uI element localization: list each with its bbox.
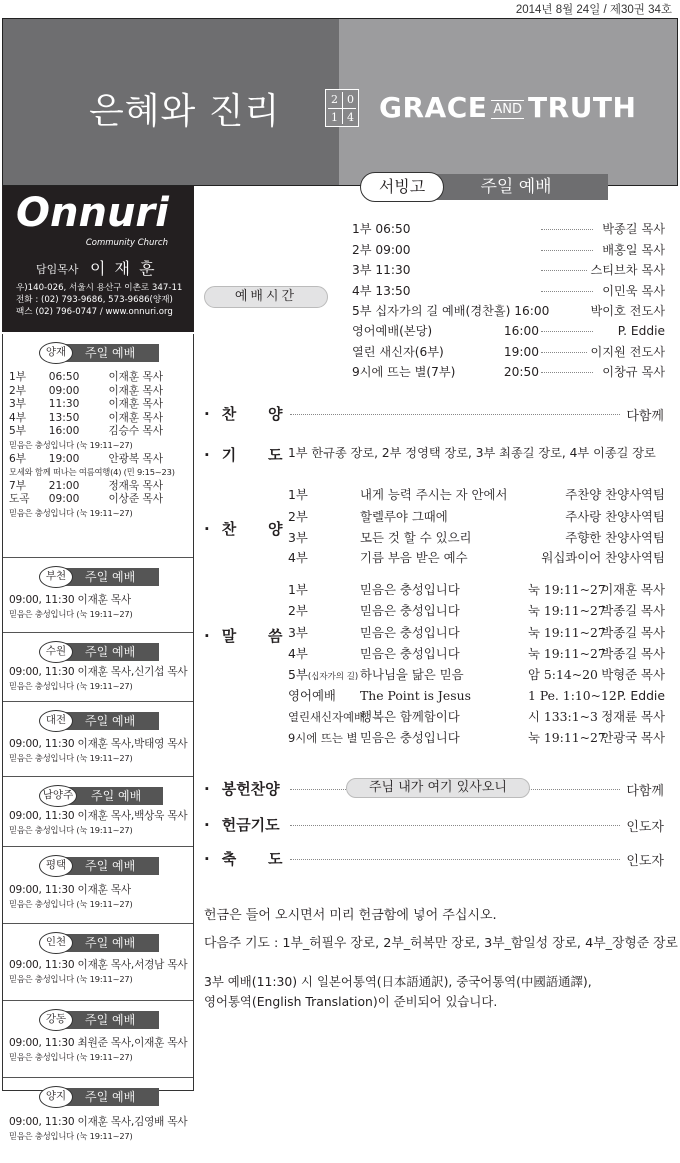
sermon-note: 믿음은 충성입니다 (눅 19:11~27): [9, 507, 133, 518]
masthead-banner: [2, 18, 678, 186]
sermon-note: 믿음은 충성입니다 (눅 19:11~27): [9, 898, 133, 909]
service-row: 9시에 뜨는 별(7부) 20:50 이창규 목사: [352, 361, 665, 383]
section-hymn: · 찬 양: [204, 520, 283, 538]
service-row: 5부 십자가의 길 예배(경찬홀) 16:00 박이호 전도사: [352, 300, 665, 322]
campus-yangjae: 주일 예배 양재 1부 06:50 이재훈 목사 2부 09:00 이재훈 목사 3부 11:30 이재훈 목사 4부 13:50 이재훈 목사 5부 16:00 김승수 목사 믿음은 충성입니다 (눅 19:11~27) 6부 19:00 안광복 목사 모세와 함께 떠나는 여름여행(4) (민 9:15~23) 7부 21:00 정재욱 목사 도곡 09:00 이상준 목사 믿음은 충성입니다 (눅 19:11~27): [3, 342, 193, 558]
campus-daejeon: 주일 예배 대전 09:00, 11:30 이재훈 목사,박태영 목사 믿음은 충성입니다 (눅 19:11~27): [3, 710, 193, 777]
list-item: 5부 16:00 김승수 목사: [9, 425, 163, 438]
list-item: 7부 21:00 정재욱 목사: [9, 479, 163, 492]
campus-incheon: 주일 예배 인천 09:00, 11:30 이재훈 목사,서경남 목사 믿음은 충성입니다 (눅 19:11~27): [3, 932, 193, 1001]
sermon-note: 믿음은 충성입니다 (눅 19:11~27): [9, 439, 133, 450]
service-row: 영어예배(본당) 16:00 P. Eddie: [352, 320, 665, 342]
sermon-note: 믿음은 충성입니다 (눅 19:11~27): [9, 608, 133, 619]
service-row: 3부 11:30 스티브차 목사: [352, 259, 665, 281]
list-item: 4부 13:50 이재훈 목사: [9, 411, 163, 424]
notice-offering: 헌금은 들어 오시면서 미리 헌금함에 넣어 주십시오.: [204, 908, 497, 923]
church-address: 우)140-026, 서울시 용산구 이촌로 347-11 전화 : (02) 793-9686, 573-9686(양재) 팩스 (02) 796-0747 / www.onnuri.org: [16, 283, 183, 317]
section-prayer: · 기 도: [204, 446, 283, 464]
benediction-leader: 인도자: [626, 854, 664, 869]
sermon-row: 1부 믿음은 충성입니다 눅 19:11~27 이재훈 목사: [288, 582, 665, 597]
list-item: 도곡 09:00 이상준 목사: [9, 493, 163, 506]
sermon-row: 5부(십자가의 길) 하나님을 닮은 믿음 암 5:14~20 박형준 목사: [288, 667, 665, 682]
service-time: 09:00, 11:30 이재훈 목사,박태영 목사: [9, 738, 188, 750]
service-time: 09:00, 11:30 이재훈 목사,김영배 목사: [9, 1116, 188, 1128]
sermon-note: 믿음은 충성입니다 (눅 19:11~27): [9, 1051, 133, 1062]
sermon-row: 3부 믿음은 충성입니다 눅 19:11~27 박종길 목사: [288, 625, 665, 640]
sermon-note: 믿음은 충성입니다 (눅 19:11~27): [9, 973, 133, 984]
service-time: 09:00, 11:30 이재훈 목사: [9, 884, 131, 896]
section-praise: · 찬 양: [204, 405, 283, 423]
prayer-leaders: 1부 한규종 장로, 2부 정영택 장로, 3부 최종길 장로, 4부 이종길 장로: [288, 446, 656, 460]
sermon-note: 믿음은 충성입니다 (눅 19:11~27): [9, 752, 133, 763]
campus-gangdong: 주일 예배 강동 09:00, 11:30 최원준 목사,이재훈 목사 믿음은 충성입니다 (눅 19:11~27): [3, 1009, 193, 1078]
list-item: 3부 11:30 이재훈 목사: [9, 398, 163, 411]
offering-prayer-leader: 인도자: [626, 820, 664, 835]
service-row: 1부 06:50 박종길 목사: [352, 218, 665, 240]
hymn-row: 2부 할렐루야 그때에 주사랑 찬양사역팀: [288, 509, 665, 524]
list-item: 2부 09:00 이재훈 목사: [9, 384, 163, 397]
campus-namyangju: 주일 예배 남양주 09:00, 11:30 이재훈 목사,백상욱 목사 믿음은 충성입니다 (눅 19:11~27): [3, 785, 193, 847]
church-logo-subtitle: Community Church: [85, 238, 168, 248]
hymn-row: 3부 모든 것 할 수 있으리 주향한 찬양사역팀: [288, 530, 665, 545]
hymn-row: 4부 기름 부음 받은 예수 워십콰이어 찬양사역팀: [288, 550, 665, 565]
senior-pastor: 이 재 훈: [90, 259, 157, 278]
sermon-row: 2부 믿음은 충성입니다 눅 19:11~27 박종길 목사: [288, 603, 665, 618]
sermon-row: 4부 믿음은 충성입니다 눅 19:11~27 박종길 목사: [288, 646, 665, 661]
service-row: 2부 09:00 배홍일 목사: [352, 239, 665, 261]
sermon-row: 열린새신자예배 행복은 함께함이다 시 133:1~3 정재륜 목사: [288, 709, 665, 724]
campus-suwon: 주일 예배 수원 09:00, 11:30 이재훈 목사,신기섭 목사 믿음은 충성입니다 (눅 19:11~27): [3, 641, 193, 702]
campus-bucheon: 주일 예배 부천 09:00, 11:30 이재훈 목사 믿음은 충성입니다 (눅 19:11~27): [3, 566, 193, 633]
notice-next-prayer: 다음주 기도 : 1부_허필우 장로, 2부_허복만 장로, 3부_함일성 장로, 4부_장형준 장로: [204, 936, 678, 951]
service-times-label: 예배시간: [204, 286, 328, 308]
section-offering-prayer: · 헌금기도: [204, 816, 280, 834]
campus-yangji: 주일 예배 양지 09:00, 11:30 이재훈 목사,김영배 목사 믿음은 충성입니다 (눅 19:11~27): [3, 1086, 193, 1163]
english-title: GRACE AND TRUTH: [379, 91, 637, 124]
service-row: 4부 13:50 이민욱 목사: [352, 280, 665, 302]
main-service-header: 주일 예배 서빙고: [360, 172, 608, 200]
korean-title: 은혜와 진리: [89, 91, 281, 132]
offertory-song: 주님 내가 여기 있사오니: [346, 778, 530, 798]
sermon-row: 9시에 뜨는 별 믿음은 충성입니다 눅 19:11~27 안광국 목사: [288, 730, 665, 745]
sermon-note: 믿음은 충성입니다 (눅 19:11~27): [9, 1130, 133, 1141]
pastor-label: 담임목사: [36, 263, 79, 276]
notice-translation: 3부 예배(11:30) 시 일본어통역(日本語通訳), 중국어통역(中國語通譯),: [204, 974, 592, 989]
list-item: 1부 06:50 이재훈 목사: [9, 371, 163, 383]
service-time: 09:00, 11:30 이재훈 목사,백상욱 목사: [9, 810, 188, 822]
sermon-note: 믿음은 충성입니다 (눅 19:11~27): [9, 824, 133, 835]
issue-date: 2014년 8월 24일 / 제30권 34호: [515, 4, 672, 16]
service-time: 09:00, 11:30 이재훈 목사,신기섭 목사: [9, 666, 188, 678]
sermon-row: 영어예배 The Point is Jesus 1 Pe. 1:10~12 P. Eddie: [288, 688, 665, 703]
list-item: 6부 19:00 안광복 목사: [9, 452, 163, 465]
section-offertory: · 봉헌찬양: [204, 780, 280, 798]
section-sermon: · 말 씀: [204, 627, 283, 645]
praise-leader: 다함께: [626, 409, 664, 424]
church-logo: Onnuri: [16, 190, 169, 236]
main-site-name: 서빙고: [360, 172, 444, 202]
sermon-note: 모세와 함께 떠나는 여름여행(4) (민 9:15~23): [9, 467, 175, 478]
section-benediction: · 축 도: [204, 850, 283, 868]
service-time: 09:00, 11:30 이재훈 목사: [9, 594, 131, 606]
offertory-leader: 다함께: [626, 784, 664, 799]
hymn-row: 1부 내게 능력 주시는 자 안에서 주찬양 찬양사역팀: [288, 487, 665, 502]
sermon-note: 믿음은 충성입니다 (눅 19:11~27): [9, 680, 133, 691]
service-row: 열린 새신자(6부) 19:00 이지원 전도사: [352, 341, 665, 363]
campus-pyeongtaek: 주일 예배 평택 09:00, 11:30 이재훈 목사 믿음은 충성입니다 (눅 19:11~27): [3, 855, 193, 924]
church-logo-block: [2, 186, 194, 332]
service-time: 09:00, 11:30 이재훈 목사,서경남 목사: [9, 959, 188, 971]
year-logo-box: 2 0 1 4: [325, 89, 359, 127]
notice-translation-2: 영어통역(English Translation)이 준비되어 있습니다.: [204, 994, 498, 1009]
service-time: 09:00, 11:30 최원준 목사,이재훈 목사: [9, 1037, 188, 1049]
